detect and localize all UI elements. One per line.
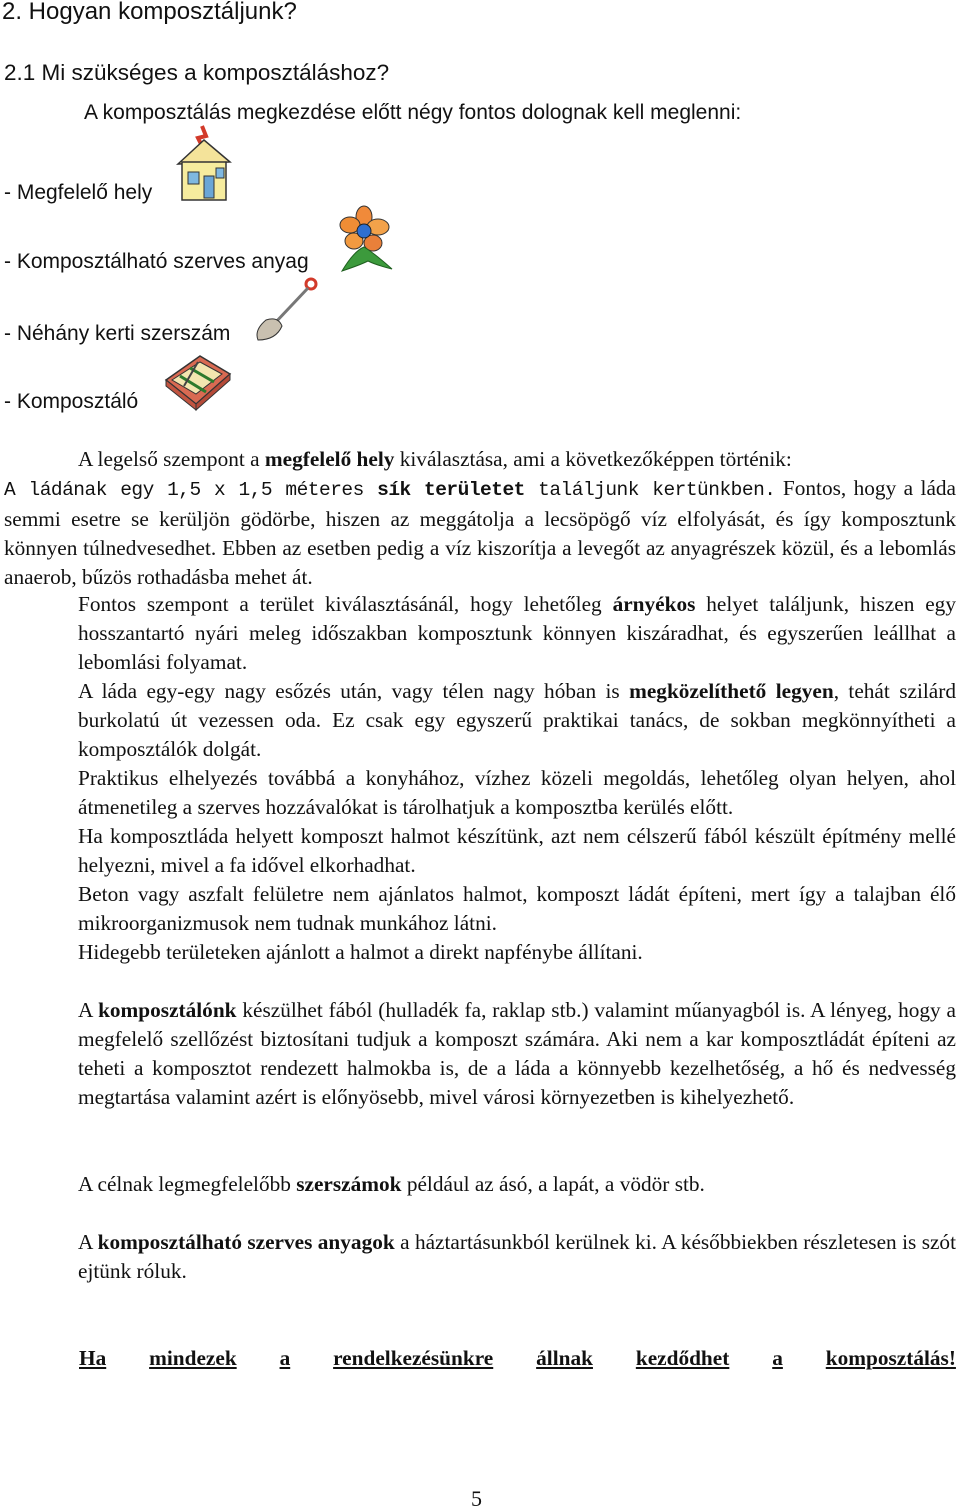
shovel-icon — [252, 276, 322, 346]
paragraph-colder: Hidegebb területeken ajánlott a halmot a direkt napfénybe állítani. — [78, 940, 643, 964]
compost-box-icon — [160, 350, 234, 412]
bold-accessible: megközelíthető legyen — [629, 679, 834, 703]
bold-tools: szerszámok — [296, 1172, 402, 1196]
bullet-place: - Megfelelő hely — [4, 181, 153, 204]
paragraph-practical: Praktikus elhelyezés továbbá a konyhához, vízhez közeli megoldás, lehetőleg olyan helyen, ahol átmenetileg a szerves hozzávalókat is tárolhatjuk a komposztba kerülés előtt. — [78, 766, 956, 819]
paragraph-materials: A komposztálható szerves anyagok a háztartásunkból kerülnek ki. A későbbiekben részletesen is szót ejtünk róluk. — [78, 1230, 956, 1283]
paragraph-composter: A komposztálónk készülhet fából (hulladék fa, raklap stb.) valamint műanyagból is. A lényeg, hogy a megfelelő szellőzést biztosítani tudjuk a komposzt számára. Aki nem a kar komposztládát építeni az teheti a komposztot rendezett halmokba is, de a láda a könnyebb kezelhetőség, a hő és nedvesség megtartása valamint azért is előnyösebb, mivel városi környezetben is kihelyezhető. — [78, 998, 957, 1109]
paragraph-place: A legelső szempont a megfelelő hely kiválasztása, ami a következőképpen történik: A ládának egy 1,5 x 1,5 méteres sík területet találjunk kertünkben. Fontos, hogy a láda semmi esetre se kerüljön gödörbe, hiszen az meggátolja a lecsöpögő víz elfolyását, és így komposztunk könnyen túlnedvesedhet. Ebben az esetben pedig a víz kiszorítja a levegőt az anyagrészek közül, és a lebomlás anaerob, bűzös rothadásba mehet át. — [4, 447, 956, 589]
closing-statement: Ha mindezek a rendelkezésünkre állnak kezdődhet a komposztálás! — [79, 1346, 956, 1370]
bold-shady: árnyékos — [612, 592, 696, 616]
paragraph-tools: A célnak legmegfelelőbb szerszámok például az ásó, a lapát, a vödör stb. — [78, 1172, 705, 1196]
chapter-heading: 2. Hogyan komposztáljunk? — [2, 0, 297, 25]
bullet-material: - Komposztálható szerves anyag — [4, 250, 309, 273]
bold-flat-area: sík területet — [377, 479, 525, 501]
paragraph-concrete: Beton vagy aszfalt felületre nem ajánlatos halmot, komposzt ládát építeni, mert így a talajban élő mikroorganizmusok nem tudnak munkához látni. — [78, 882, 956, 935]
paragraph-shade: Fontos szempont a terület kiválasztásánál, hogy lehetőleg árnyékos helyet találjunk, hiszen egy hosszantartó nyári meleg időszakban komposztunk könnyen kiszáradhat, és egyszerűen leállhat a lebomlási folyamat. — [78, 592, 956, 674]
bold-composter: komposztálónk — [98, 998, 237, 1022]
page-number: 5 — [471, 1486, 482, 1511]
flower-icon — [334, 205, 402, 275]
bold-materials: komposztálható szerves anyagok — [97, 1230, 395, 1254]
house-icon — [172, 122, 234, 204]
intro-text: A komposztálás megkezdése előtt négy fontos dolognak kell meglenni: — [84, 101, 742, 124]
bullet-tools: - Néhány kerti szerszám — [4, 322, 231, 345]
section-heading: 2.1 Mi szükséges a komposztáláshoz? — [4, 60, 390, 85]
paragraph-access: A láda egy-egy nagy esőzés után, vagy télen nagy hóban is megközelíthető legyen, tehát szilárd burkolatú út vezessen oda. Ez csak egy egyszerű praktikai tanács, de sokban megkönnyítheti a komposztálók dolgát. — [78, 679, 956, 761]
bold-suitable-place: megfelelő hely — [264, 447, 395, 471]
paragraph-heap: Ha komposztláda helyett komposzt halmot készítünk, azt nem célszerű fából készült építmény mellé helyezni, mivel a fa idővel elkorhadhat. — [78, 824, 956, 877]
bullet-composter: - Komposztáló — [4, 390, 139, 413]
